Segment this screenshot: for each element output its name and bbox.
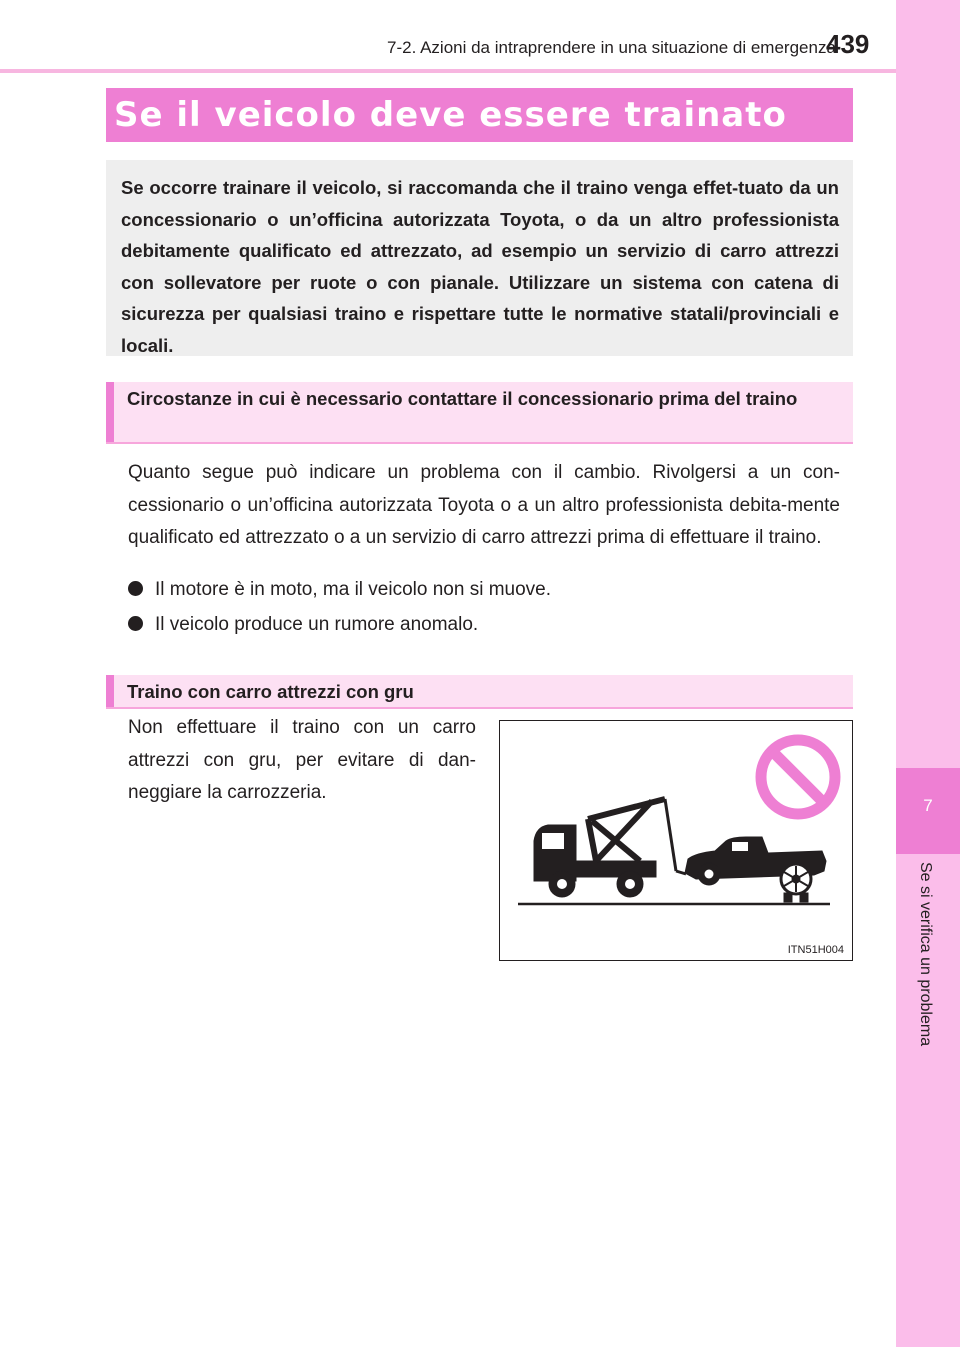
tow-truck-icon (534, 799, 686, 897)
list-item (128, 614, 478, 636)
chapter-tab (896, 0, 960, 1347)
page-number: 439 (826, 29, 870, 59)
section-paragraph: Quanto segue può indicare un problema con il cambio. Rivolgersi a un con-cessionario o un’officina autorizzata Toyota o a un altro professionista debita-mente qualificato ed attrezzato o a un servizio di carro attrezzi prima di effettuare il traino. (128, 462, 840, 548)
section-paragraph: Non effettuare il traino con un carro attrezzi con gru, per evitare di dan-neggiare la carrozzeria. (128, 717, 476, 803)
list-item (128, 579, 551, 601)
tow-illustration-svg (500, 721, 851, 959)
tow-illustration (499, 720, 853, 961)
section-heading-dealer (106, 382, 853, 444)
bullet-icon (128, 581, 143, 596)
section-accent-bar (106, 675, 114, 707)
figure-code: ITN51H004 (787, 944, 844, 956)
section-heading-text: Circostanze in cui è necessario contattare il concessionario prima del traino (127, 388, 798, 409)
bullet-icon (128, 616, 143, 631)
list-item-text: Il motore è in moto, ma il veicolo non si muove. (155, 579, 552, 600)
list-item-text: Il veicolo produce un rumore anomalo. (155, 614, 479, 635)
chapter-number: 7 (923, 796, 933, 815)
header-rule (0, 69, 896, 73)
section-heading-crane-tow (106, 675, 853, 709)
running-header: 7-2. Azioni da intraprendere in una situazione di emergenza (387, 38, 836, 57)
intro-text: Se occorre trainare il veicolo, si raccomanda che il traino venga effet-tuato da un concessionario o un’officina autorizzata Toyota, o da un altro professionista debitamente qualificato ed attrezzato, ad esempio un servizio di carro attrezzi con sollevatore per ruote o con pianale. Utilizzare un sistema con catena di sicurezza per qualsiasi traino e rispettare tutte le normative statali/provinciali e locali. (121, 177, 839, 356)
section-heading-text: Traino con carro attrezzi con gru (127, 681, 414, 702)
pickup-truck-icon (685, 837, 826, 902)
prohibited-icon (761, 740, 835, 814)
chapter-label: Se si verifica un problema (917, 862, 934, 1047)
page-title: Se il veicolo deve essere trainato (114, 95, 787, 135)
section-accent-bar (106, 382, 114, 442)
